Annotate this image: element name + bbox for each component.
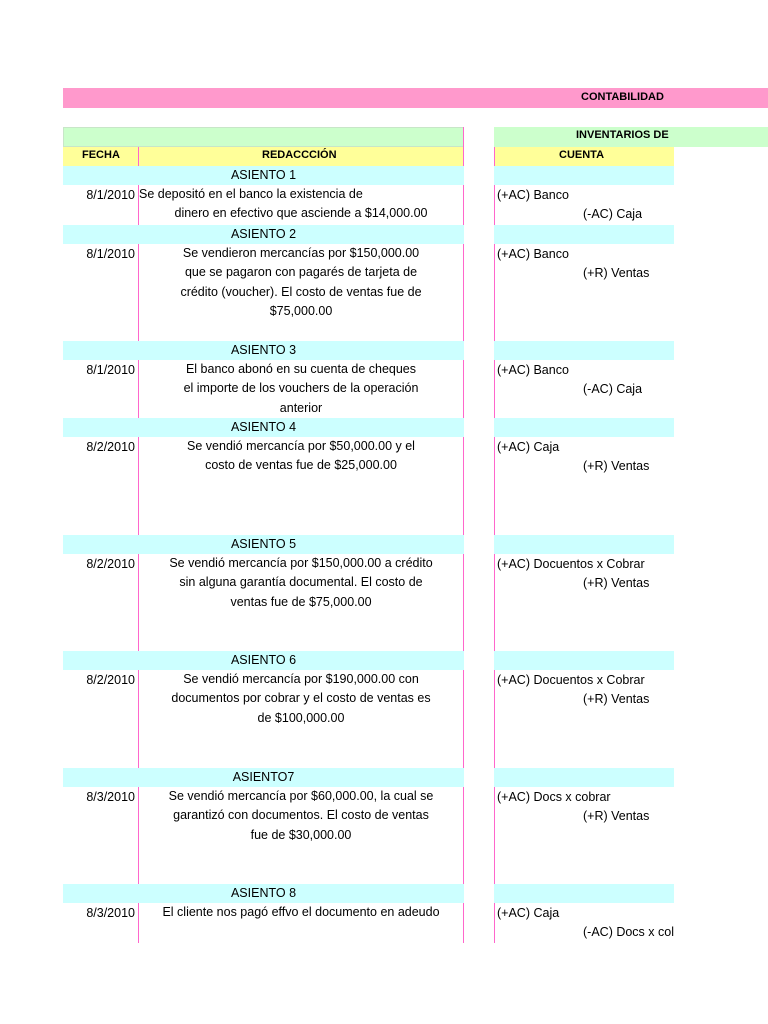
asiento-band-right xyxy=(494,341,674,360)
entry-date: 8/1/2010 xyxy=(86,247,135,261)
account-debit: (+AC) Banco xyxy=(497,188,569,202)
description-line: sin alguna garantía documental. El costo de xyxy=(179,575,423,590)
account-debit: (+AC) Banco xyxy=(497,363,569,377)
col-header-fecha: FECHA xyxy=(82,149,120,161)
asiento-band-right xyxy=(494,166,674,185)
entry-date: 8/1/2010 xyxy=(86,363,135,377)
left-green-band xyxy=(63,127,464,147)
account-debit: (+AC) Caja xyxy=(497,906,560,920)
column-header-left xyxy=(63,147,464,166)
asiento-label: ASIENTO 1 xyxy=(230,168,297,182)
description-line: el importe de los vouchers de la operación xyxy=(183,381,419,396)
entry-date: 8/3/2010 xyxy=(86,906,135,920)
account-debit: (+AC) Docuentos x Cobrar xyxy=(497,557,645,571)
asiento-label: ASIENTO 6 xyxy=(230,653,297,667)
description-line: documentos por cobrar y el costo de ventas es xyxy=(171,691,431,706)
description-line: El cliente nos pagó effvo el documento en adeudo xyxy=(162,905,440,919)
description-line: Se vendió mercancía por $150,000.00 a crédito xyxy=(169,556,433,570)
account-credit: (+R) Ventas xyxy=(583,266,650,280)
entry-description xyxy=(139,437,463,476)
account-credit: (+R) Ventas xyxy=(583,459,650,473)
asiento-band xyxy=(63,884,464,903)
entry-description xyxy=(139,554,463,612)
account-debit: (+AC) Banco xyxy=(497,247,569,261)
entry-description xyxy=(139,903,463,922)
entry-date: 8/2/2010 xyxy=(86,557,135,571)
description-line: El banco abonó en su cuenta de cheques xyxy=(185,362,417,376)
description-line: Se vendió mercancía por $190,000.00 con xyxy=(183,672,419,686)
description-line: ventas fue de $75,000.00 xyxy=(230,594,372,609)
description-line: Se vendió mercancía por $60,000.00, la cual se xyxy=(168,789,434,803)
asiento-band xyxy=(63,341,464,360)
entry-description xyxy=(139,244,463,322)
description-line: de $100,000.00 xyxy=(257,710,345,725)
page-title: CONTABILIDAD xyxy=(581,91,664,103)
entry-date: 8/2/2010 xyxy=(86,673,135,687)
asiento-band xyxy=(63,768,464,787)
asiento-label: ASIENTO 4 xyxy=(230,420,297,434)
account-credit: (+R) Ventas xyxy=(583,576,650,590)
description-line: Se depositó en el banco la existencia de xyxy=(139,187,363,201)
asiento-band xyxy=(63,225,464,244)
asiento-band-right xyxy=(494,651,674,670)
asiento-label: ASIENTO 8 xyxy=(230,886,297,900)
asiento-band xyxy=(63,651,464,670)
entry-description xyxy=(139,787,463,845)
description-line: anterior xyxy=(279,400,323,415)
right-green-band xyxy=(494,127,768,147)
asiento-label: ASIENTO 2 xyxy=(230,227,297,241)
description-line: que se pagaron con pagarés de tarjeta de xyxy=(184,265,418,280)
asiento-label: ASIENTO 5 xyxy=(230,537,297,551)
asiento-label: ASIENTO7 xyxy=(232,770,295,784)
col-header-redaccion: REDACCCIÓN xyxy=(262,149,337,161)
entry-date: 8/3/2010 xyxy=(86,790,135,804)
description-line: garantizó con documentos. El costo de ventas xyxy=(173,808,429,823)
title-band xyxy=(63,88,768,108)
asiento-band-right xyxy=(494,225,674,244)
asiento-band-right xyxy=(494,768,674,787)
asiento-band xyxy=(63,418,464,437)
account-credit: (+R) Ventas xyxy=(583,809,650,823)
account-credit: (-AC) Caja xyxy=(583,207,643,221)
entry-description xyxy=(139,360,463,418)
description-line: fue de $30,000.00 xyxy=(250,827,352,842)
account-debit: (+AC) Caja xyxy=(497,440,560,454)
asiento-band xyxy=(63,166,464,185)
description-line: dinero en efectivo que asciende a $14,000.00 xyxy=(174,206,428,221)
inventory-title: INVENTARIOS DE xyxy=(576,129,669,141)
description-line: costo de ventas fue de $25,000.00 xyxy=(205,458,397,473)
description-line: crédito (voucher). El costo de ventas fue de xyxy=(180,284,422,299)
description-line: Se vendieron mercancías por $150,000.00 xyxy=(182,246,420,260)
account-credit: (-AC) Docs x col xyxy=(583,925,674,939)
asiento-label: ASIENTO 3 xyxy=(230,343,297,357)
entry-description xyxy=(139,670,463,728)
description-line: $75,000.00 xyxy=(269,304,333,319)
asiento-band-right xyxy=(494,418,674,437)
entry-description xyxy=(139,185,463,224)
asiento-band xyxy=(63,535,464,554)
account-credit: (-AC) Caja xyxy=(583,382,643,396)
account-debit: (+AC) Docs x cobrar xyxy=(497,790,611,804)
asiento-band-right xyxy=(494,884,674,903)
description-line: Se vendió mercancía por $50,000.00 y el xyxy=(187,439,415,453)
asiento-band-right xyxy=(494,535,674,554)
entry-date: 8/1/2010 xyxy=(86,188,135,202)
col-header-cuenta: CUENTA xyxy=(559,149,605,161)
account-debit: (+AC) Docuentos x Cobrar xyxy=(497,673,645,687)
account-credit: (+R) Ventas xyxy=(583,692,650,706)
column-header-right xyxy=(494,147,674,166)
entry-date: 8/2/2010 xyxy=(86,440,135,454)
